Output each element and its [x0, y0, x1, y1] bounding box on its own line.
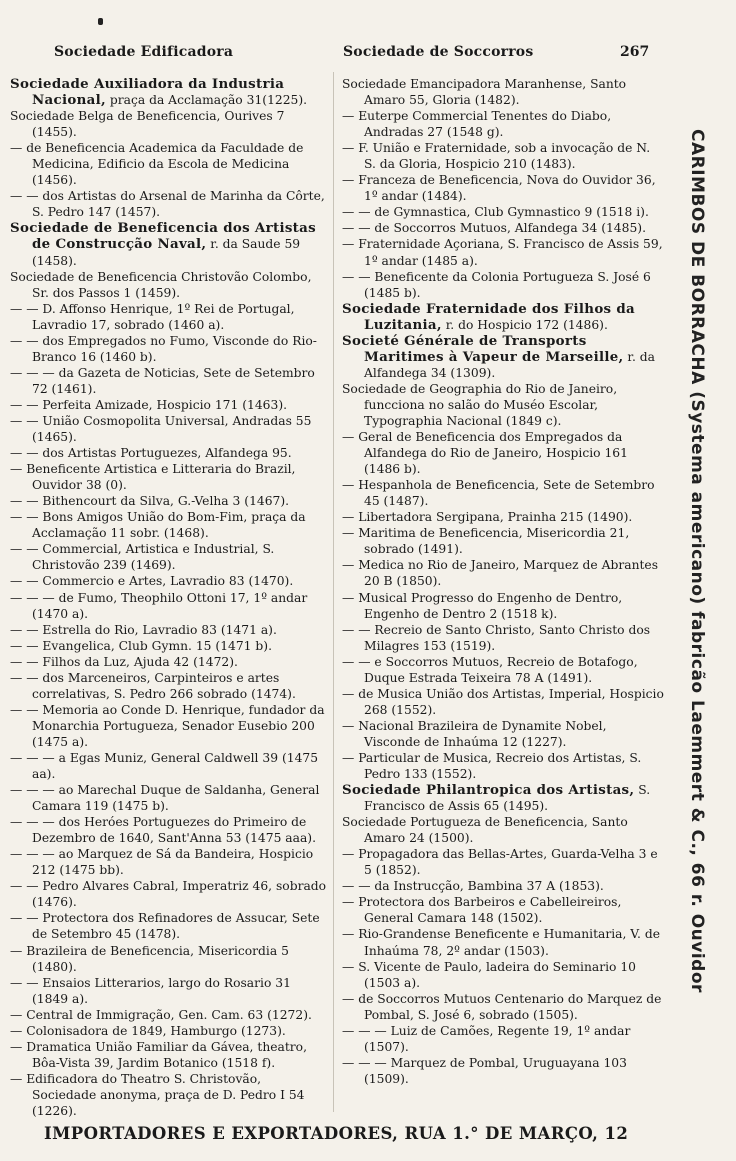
directory-entry — [10, 220, 328, 268]
directory-entry — [10, 445, 328, 461]
entry-text: — — Bithencourt da Silva, G.-Velha 3 (1467). — [10, 494, 290, 509]
entry-name-bold: Sociedade de Beneficencia dos Artistas de Construcção Naval, — [10, 220, 316, 253]
directory-entry — [342, 622, 664, 654]
page-number: 267 — [620, 44, 650, 60]
directory-entry — [10, 846, 328, 878]
directory-entry — [10, 1023, 328, 1039]
directory-entry — [342, 525, 664, 557]
directory-entry — [10, 878, 328, 910]
entry-text: — Propagadora das Bellas-Artes, Guarda-Velha 3 e 5 (1852). — [342, 847, 658, 878]
directory-entry — [10, 108, 328, 140]
directory-entry — [342, 686, 664, 718]
directory-entry — [10, 509, 328, 541]
directory-entry — [10, 654, 328, 670]
entry-text: — Maritima de Beneficencia, Misericordia 21, sobrado (1491). — [342, 526, 630, 557]
directory-entry — [342, 172, 664, 204]
entry-text: — — União Cosmopolita Universal, Andradas 55 (1465). — [10, 413, 312, 445]
entry-text: — — — de Fumo, Theophilo Ottoni 17, 1º andar (1470 a). — [10, 590, 308, 621]
header-left-title: Sociedade Edificadora — [54, 44, 234, 60]
entry-text: — — dos Artistas do Arsenal de Marinha da Côrte, S. Pedro 147 (1457). — [10, 189, 325, 220]
directory-entry — [10, 493, 328, 509]
header-right-title: Sociedade de Soccorros — [343, 44, 534, 60]
directory-entry — [342, 991, 664, 1023]
entry-text: — — dos Artistas Portuguezes, Alfandega 95. — [10, 446, 292, 461]
directory-entry — [10, 76, 328, 108]
directory-entry — [342, 509, 664, 525]
directory-entry — [10, 590, 328, 622]
directory-entry — [342, 269, 664, 301]
entry-text: — — — dos Heróes Portuguezes do Primeiro de Dezembro de 1640, Sant'Anna 53 (1475 aaa). — [10, 815, 316, 846]
entry-text: — — — Marquez de Pombal, Uruguayana 103 (1509). — [342, 1055, 627, 1086]
entry-text: — — Ensaios Litterarios, largo do Rosario 31 (1849 a). — [10, 975, 291, 1006]
entry-text: Sociedade de Beneficencia Christovão Colombo, Sr. dos Passos 1 (1459). — [10, 269, 312, 300]
entry-text: — — Commercio e Artes, Lavradio 83 (1470). — [10, 574, 294, 589]
left-column — [10, 76, 328, 1119]
directory-entry — [342, 236, 664, 268]
entry-text: — Rio-Grandense Beneficente e Humanitaria, V. de Inhaúma 78, 2º andar (1503). — [342, 927, 661, 958]
directory-entry — [342, 429, 664, 477]
entry-text: — de Musica União dos Artistas, Imperial, Hospicio 268 (1552). — [342, 686, 664, 717]
entry-text: Sociedade Belga de Beneficencia, Ourives 7 (1455). — [10, 109, 285, 140]
entry-text: — F. União e Fraternidade, sob a invocação de N. S. da Gloria, Hospicio 210 (1483). — [342, 141, 651, 172]
entry-text: — — — da Gazeta de Noticias, Sete de Setembro 72 (1461). — [10, 365, 315, 396]
entry-text: — — — a Egas Muniz, General Caldwell 39 (1475 aa). — [10, 750, 319, 782]
directory-entry — [10, 413, 328, 445]
entry-text: — — Recreio de Santo Christo, Santo Christo dos Milagres 153 (1519). — [342, 622, 651, 653]
entry-text: — — da Instrucção, Bambina 37 A (1853). — [342, 879, 604, 894]
entry-text: — Dramatica União Familiar da Gávea, theatro, Bôa-Vista 39, Jardim Botanico (1518 f). — [10, 1039, 307, 1070]
directory-entry — [342, 959, 664, 991]
directory-entry — [10, 670, 328, 702]
entry-text: — — — ao Marechal Duque de Saldanha, General Camara 119 (1475 b). — [10, 783, 320, 814]
entry-text: — Edificadora do Theatro S. Christovão, Sociedade anonyma, praça de D. Pedro I 54 (1226). — [10, 1071, 305, 1118]
entry-text: — Franceza de Beneficencia, Nova do Ouvidor 36, 1º andar (1484). — [342, 173, 656, 204]
right-column — [342, 76, 664, 1087]
directory-entry — [10, 1007, 328, 1023]
entry-text: — Hespanhola de Beneficencia, Sete de Setembro 45 (1487). — [342, 478, 655, 509]
column-divider — [333, 72, 334, 1112]
directory-entry — [342, 750, 664, 782]
directory-entry — [10, 1039, 328, 1071]
directory-entry — [10, 333, 328, 365]
entry-text: — — — Luiz de Camões, Regente 19, 1º andar (1507). — [342, 1023, 631, 1054]
entry-text: — — Protectora dos Refinadores de Assucar, Sete de Setembro 45 (1478). — [10, 911, 320, 942]
directory-entry — [10, 702, 328, 750]
directory-entry — [10, 622, 328, 638]
directory-entry — [342, 1023, 664, 1055]
entry-text: — de Soccorros Mutuos Centenario do Marquez de Pombal, S. José 6, sobrado (1505). — [342, 991, 662, 1022]
entry-text: — — de Gymnastica, Club Gymnastico 9 (1518 i). — [342, 205, 649, 220]
directory-entry — [342, 894, 664, 926]
directory-entry — [342, 381, 664, 429]
entry-text: — — de Soccorros Mutuos, Alfandega 34 (1485). — [342, 221, 646, 236]
directory-entry — [10, 397, 328, 413]
entry-text: — — Beneficente da Colonia Portugueza S. José 6 (1485 b). — [342, 269, 651, 300]
entry-text: — — D. Affonso Henrique, 1º Rei de Portugal, Lavradio 17, sobrado (1460 a). — [10, 301, 295, 332]
directory-entry — [342, 1055, 664, 1087]
entry-text: — — Evangelica, Club Gymn. 15 (1471 b). — [10, 638, 272, 653]
directory-entry — [10, 750, 328, 782]
entry-text: — Beneficente Artistica e Litteraria do Brazil, Ouvidor 38 (0). — [10, 462, 296, 493]
entry-name-bold: Sociedade Auxiliadora da Industria Nacional, — [10, 76, 285, 109]
directory-entry — [10, 975, 328, 1007]
directory-entry — [342, 878, 664, 894]
directory-entry — [342, 846, 664, 878]
entry-text: — — dos Empregados no Fumo, Visconde do Rio-Branco 16 (1460 b). — [10, 333, 317, 364]
entry-text: — Medica no Rio de Janeiro, Marquez de Abrantes 20 B (1850). — [342, 558, 659, 589]
entry-text: — — Pedro Alvares Cabral, Imperatriz 46, sobrado (1476). — [10, 879, 327, 910]
directory-entry — [342, 333, 664, 381]
entry-text: r. da Alfandega 34 (1309). — [364, 349, 655, 380]
entry-text: — Fraternidade Açoriana, S. Francisco de Assis 59, 1º andar (1485 a). — [342, 237, 663, 268]
directory-entry — [342, 590, 664, 622]
entry-name-bold: Sociedade Philantropica dos Artistas, — [342, 782, 635, 799]
entry-text: Sociedade Emancipadora Maranhense, Santo Amaro 55, Gloria (1482). — [342, 77, 627, 108]
directory-entry — [342, 76, 664, 108]
entry-text: — — Memoria ao Conde D. Henrique, fundador da Monarchia Portugueza, Senador Eusebio 200 (1475 a). — [10, 702, 325, 749]
directory-entry — [342, 814, 664, 846]
directory-entry — [342, 301, 664, 333]
entry-text: — — e Soccorros Mutuos, Recreio de Botafogo, Duque Estrada Teixeira 78 A (1491). — [342, 654, 638, 685]
entry-text: — — Commercial, Artistica e Industrial, S. Christovão 239 (1469). — [10, 542, 275, 573]
entry-text: — Protectora dos Barbeiros e Cabelleireiros, General Camara 148 (1502). — [342, 895, 622, 926]
directory-entry — [10, 541, 328, 573]
entry-text: S. Francisco de Assis 65 (1495). — [364, 783, 651, 814]
entry-text: — — dos Marceneiros, Carpinteiros e artes correlativas, S. Pedro 266 sobrado (1474). — [10, 670, 296, 701]
entry-text: — Euterpe Commercial Tenentes do Diabo, Andradas 27 (1548 g). — [342, 109, 612, 140]
entry-text: — — Filhos da Luz, Ajuda 42 (1472). — [10, 654, 238, 669]
entry-text: r. do Hospicio 172 (1486). — [441, 317, 608, 332]
directory-entry — [10, 365, 328, 397]
entry-text: — Particular de Musica, Recreio dos Artistas, S. Pedro 133 (1552). — [342, 750, 642, 782]
entry-text: — Nacional Brazileira de Dynamite Nobel, Visconde de Inhaúma 12 (1227). — [342, 718, 607, 749]
directory-entry — [10, 269, 328, 301]
directory-entry — [10, 188, 328, 220]
directory-entry — [10, 140, 328, 188]
directory-entry — [342, 140, 664, 172]
directory-entry — [342, 782, 664, 814]
entry-text: — S. Vicente de Paulo, ladeira do Seminario 10 (1503 a). — [342, 959, 636, 990]
entry-text: — Brazileira de Beneficencia, Misericordia 5 (1480). — [10, 943, 289, 974]
directory-entry — [342, 926, 664, 958]
directory-entry — [342, 477, 664, 509]
side-advertisement: CARIMBOS DE BORRACHA (Systema americano) fabricão Laemmert & C., 66 r. Ouvidor — [687, 129, 707, 993]
entry-text: — — Perfeita Amizade, Hospicio 171 (1463). — [10, 397, 288, 412]
directory-entry — [342, 557, 664, 589]
entry-text: — — Estrella do Rio, Lavradio 83 (1471 a). — [10, 622, 277, 637]
entry-name-bold: Societé Générale de Transports Maritimes à Vapeur de Marseille, — [342, 332, 624, 365]
directory-entry — [342, 204, 664, 220]
directory-entry — [342, 718, 664, 750]
directory-entry — [10, 301, 328, 333]
entry-text: — Libertadora Sergipana, Prainha 215 (1490). — [342, 510, 633, 525]
directory-entry — [342, 220, 664, 236]
entry-name-bold: Sociedade Fraternidade dos Filhos da Luzitania, — [342, 300, 635, 333]
entry-text: — — Bons Amigos União do Bom-Fim, praça da Acclamação 11 sobr. (1468). — [10, 510, 306, 541]
directory-entry — [10, 638, 328, 654]
directory-entry — [10, 910, 328, 942]
entry-text: Sociedade Portugueza de Beneficencia, Santo Amaro 24 (1500). — [342, 815, 628, 846]
entry-text: Sociedade de Geographia do Rio de Janeiro, funcciona no salão do Muséo Escolar, Typographia Nacional (1849 c). — [342, 381, 618, 428]
entry-text: — — — ao Marquez de Sá da Bandeira, Hospicio 212 (1475 bb). — [10, 847, 314, 878]
entry-text: r. da Saude 59 (1458). — [32, 237, 301, 268]
entry-text: praça da Acclamação 31(1225). — [105, 93, 308, 108]
footer-advertisement: IMPORTADORES E EXPORTADORES, RUA 1.° DE MARÇO, 12 — [44, 1124, 629, 1143]
directory-entry — [10, 782, 328, 814]
directory-entry — [10, 814, 328, 846]
directory-entry — [10, 461, 328, 493]
directory-entry — [10, 943, 328, 975]
directory-entry — [342, 108, 664, 140]
entry-text: — Central de Immigração, Gen. Cam. 63 (1272). — [10, 1007, 312, 1022]
directory-entry — [10, 1071, 328, 1119]
ink-dot — [98, 18, 103, 25]
directory-entry — [342, 654, 664, 686]
entry-text: — Colonisadora de 1849, Hamburgo (1273). — [10, 1023, 286, 1038]
directory-entry — [10, 573, 328, 589]
entry-text: — Geral de Beneficencia dos Empregados da Alfandega do Rio de Janeiro, Hospicio 161 (1486 b). — [342, 430, 628, 477]
entry-text: — de Beneficencia Academica da Faculdade de Medicina, Edificio da Escola de Medicina (1456). — [10, 141, 304, 188]
entry-text: — Musical Progresso do Engenho de Dentro, Engenho de Dentro 2 (1518 k). — [342, 590, 623, 621]
